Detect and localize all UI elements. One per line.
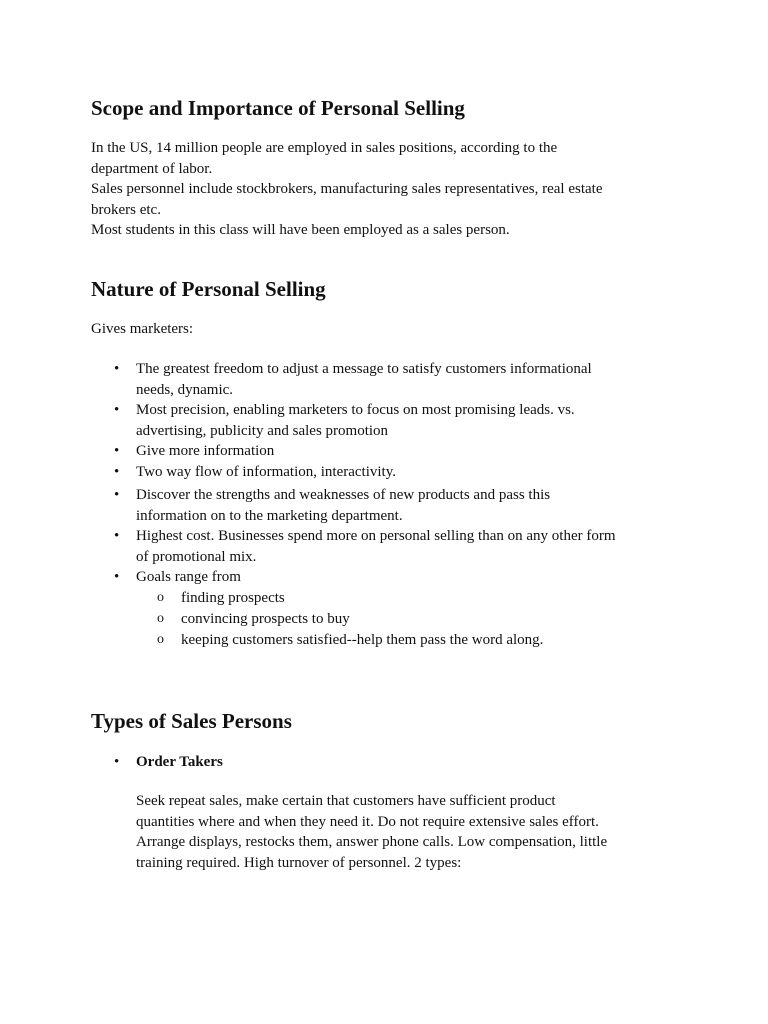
bullet-line: Most precision, enabling marketers to focus on most promising leads. vs. xyxy=(136,402,575,418)
description-line: training required. High turnover of personnel. 2 types: xyxy=(136,854,462,871)
sub-bullet-text: finding prospects xyxy=(181,590,285,606)
bullet-line: Discover the strengths and weaknesses of new products and pass this xyxy=(136,487,551,503)
order-takers-description xyxy=(136,791,736,873)
scope-line-3: Sales personnel include stockbrokers, manufacturing sales representatives, real estate xyxy=(91,181,603,197)
section-heading-types: Types of Sales Persons xyxy=(91,709,292,733)
scope-line-4: brokers etc. xyxy=(91,201,161,218)
bullet-line: of promotional mix. xyxy=(136,548,257,565)
circle-bullet-icon: o xyxy=(157,611,164,626)
bullet-icon: • xyxy=(114,754,120,770)
scope-line-1: In the US, 14 million people are employed in sales positions, according to the xyxy=(91,140,558,156)
bullet-line: needs, dynamic. xyxy=(136,381,234,398)
bullet-line: information on to the marketing department. xyxy=(136,507,403,524)
bullet-icon: • xyxy=(114,464,120,480)
order-takers-title: Order Takers xyxy=(136,754,223,770)
bullet-icon: • xyxy=(114,443,120,459)
scope-paragraph xyxy=(91,138,691,241)
bullet-line: Goals range from xyxy=(136,569,241,585)
bullet-line: Highest cost. Businesses spend more on personal selling than on any other form xyxy=(136,528,616,544)
sub-bullet-text: keeping customers satisfied--help them pass the word along. xyxy=(181,632,544,648)
scope-line-2: department of labor. xyxy=(91,160,213,177)
section-heading-nature: Nature of Personal Selling xyxy=(91,277,326,301)
bullet-icon: • xyxy=(114,487,120,503)
circle-bullet-icon: o xyxy=(157,632,164,647)
bullet-icon: • xyxy=(114,361,120,377)
bullet-line: advertising, publicity and sales promotion xyxy=(136,422,389,439)
bullet-icon: • xyxy=(114,402,120,418)
bullet-icon: • xyxy=(114,528,120,544)
description-line: Arrange displays, restocks them, answer phone calls. Low compensation, little xyxy=(136,834,608,850)
bullet-line: Two way flow of information, interactivity. xyxy=(136,464,396,480)
description-line: quantities where and when they need it. Do not require extensive sales effort. xyxy=(136,813,599,830)
bullet-line: The greatest freedom to adjust a message to satisfy customers informational xyxy=(136,361,592,377)
description-line: Seek repeat sales, make certain that customers have sufficient product xyxy=(136,793,556,809)
bullet-icon: • xyxy=(114,569,120,585)
bullet-line: Give more information xyxy=(136,443,275,459)
sub-bullet-text: convincing prospects to buy xyxy=(181,611,350,627)
circle-bullet-icon: o xyxy=(157,590,164,605)
scope-line-5: Most students in this class will have been employed as a sales person. xyxy=(91,222,510,238)
section-heading-scope: Scope and Importance of Personal Selling xyxy=(91,96,465,120)
nature-intro: Gives marketers: xyxy=(91,321,194,337)
